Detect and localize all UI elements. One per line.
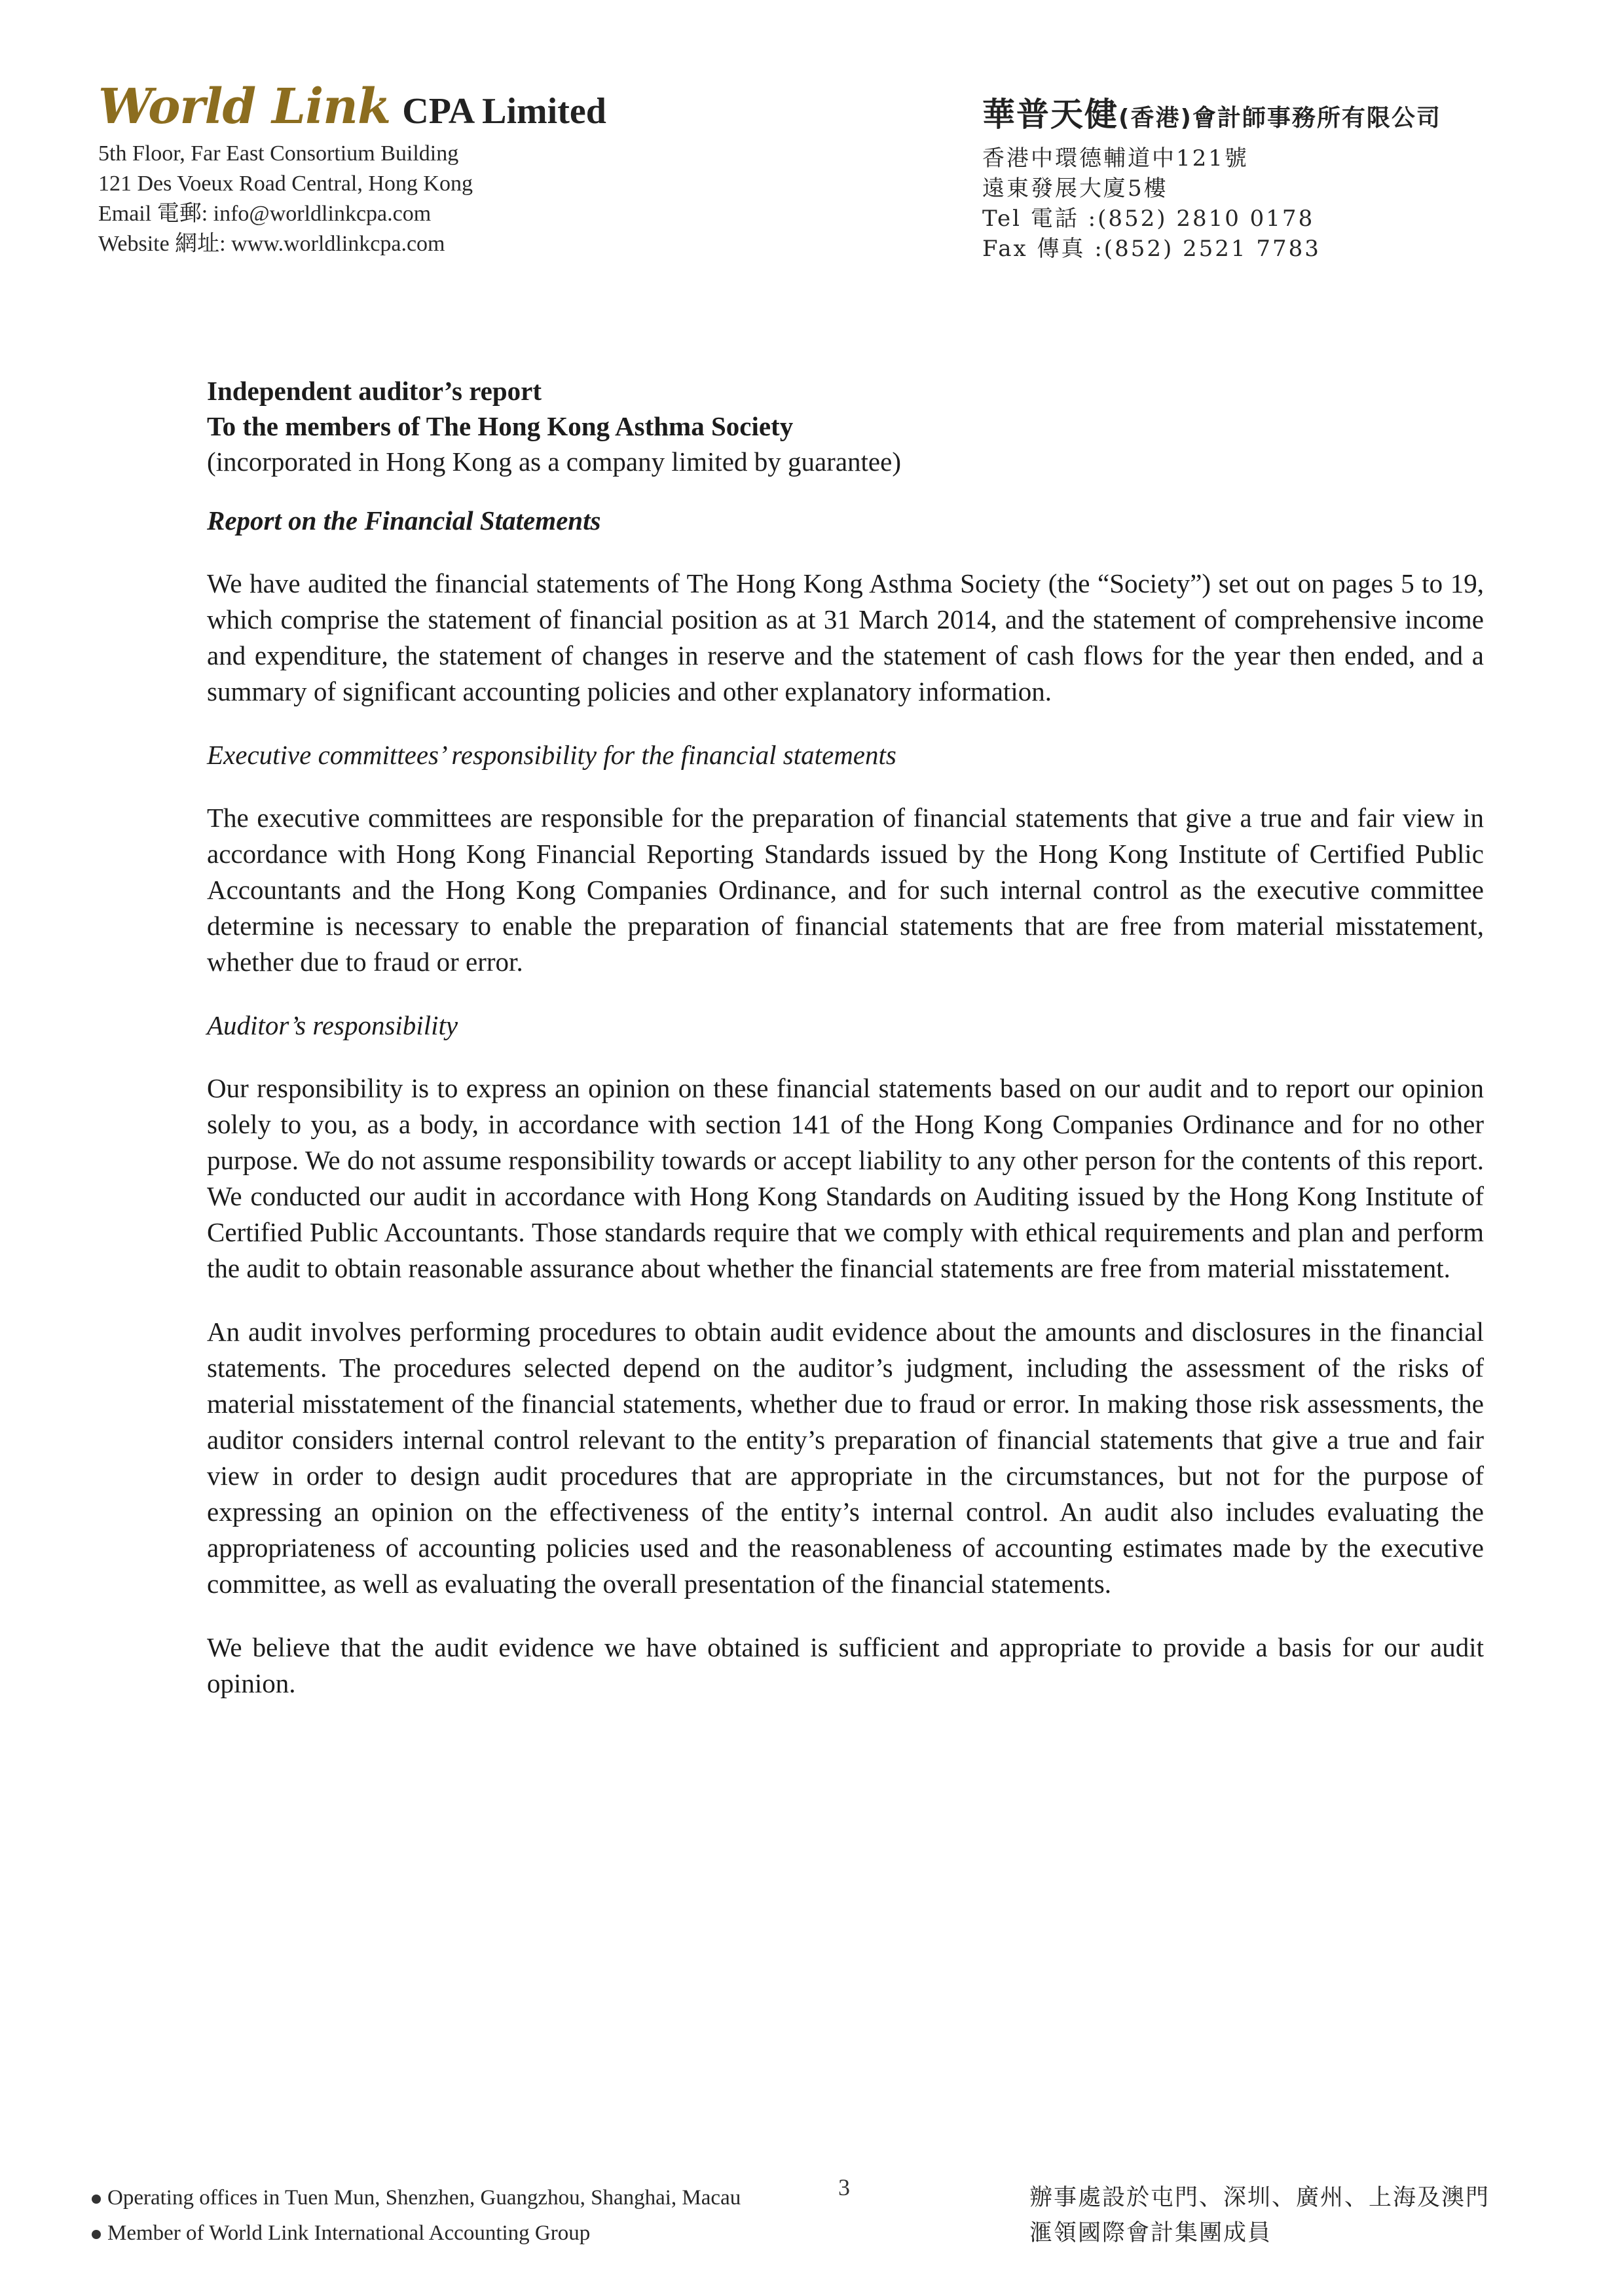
auditor-responsibility-paragraph-1: Our responsibility is to express an opinion on these financial statements based on our audit and to report our opinion solely to you, as a body, in accordance with section 141 of the Hong Kong Companies Ordinance and for no other purpose. We do not assume responsibility towards or accept liability to any other person for the contents of this report. We conducted our audit in accordance with Hong Kong Standards on Auditing issued by the Hong Kong Institute of Certified Public Accountants. Those standards require that we comply with ethical requirements and plan and perform the audit to obtain reasonable assurance about whether the financial statements are free from material misstatement. [207, 1073, 1484, 1283]
address-line: 121 Des Voeux Road Central, Hong Kong [98, 172, 473, 196]
footer-member-chinese: 滙領國際會計集團成員 [1029, 2220, 1272, 2246]
address-cn-line: 遠東發展大廈5樓 [982, 175, 1168, 202]
address-line: 5th Floor, Far East Consortium Building [98, 141, 459, 166]
footer-member-text: Member of World Link International Accounting Group [107, 2221, 591, 2245]
report-incorporation-note: (incorporated in Hong Kong as a company limited by guarantee) [207, 446, 901, 477]
report-addressee: To the members of The Hong Kong Asthma Society [207, 411, 794, 441]
section-heading-executive-responsibility: Executive committees’ responsibility for the financial statements [207, 740, 896, 770]
section-heading-financial-statements: Report on the Financial Statements [207, 505, 601, 536]
firm-logo-line [98, 79, 688, 135]
fax-line: Fax 傳真 :(852) 2521 7783 [982, 236, 1321, 262]
bullet-icon [92, 2230, 101, 2239]
executive-responsibility-paragraph: The executive committees are responsible for the preparation of financial statements that give a true and fair view in accordance with Hong Kong Financial Reporting Standards issued by the Hong Kong Institute of Certified Public Accountants and the Hong Kong Companies Ordinance, and for such internal control as the executive committee determine is necessary to enable the preparation of financial statements that are free from material misstatement, whether due to fraud or error. [207, 803, 1484, 977]
report-title: Independent auditor’s report [207, 376, 542, 406]
footer-left [92, 2180, 877, 2251]
footer-offices-line [92, 2180, 877, 2215]
firm-name-chinese [982, 88, 1572, 136]
firm-address-block [98, 139, 688, 259]
letterhead-right [982, 88, 1572, 264]
footer-offices-chinese: 辦事處設於屯門、深圳、廣州、上海及澳門 [1029, 2185, 1490, 2211]
intro-paragraph: We have audited the financial statements of The Hong Kong Asthma Society (the “Society”) set out on pages 5 to 19, which comprise the statement of financial position as at 31 March 2014, and the statement of comprehensive income and expenditure, the statement of changes in reserve and the statement of cash flows for the year then ended, and a summary of significant accounting policies and other explanatory information. [207, 568, 1484, 706]
website-line: Website 網址: www.worldlinkcpa.com [98, 232, 445, 256]
footer-member-line [92, 2215, 877, 2251]
bullet-icon [92, 2195, 101, 2204]
firm-name-chinese-main: 華普天健 [982, 96, 1118, 134]
address-cn-line: 香港中環德輔道中121號 [982, 145, 1249, 172]
firm-name: CPA Limited [402, 91, 606, 132]
telephone-line: Tel 電話 :(852) 2810 0178 [982, 206, 1315, 232]
firm-address-chinese-block [982, 143, 1572, 264]
firm-logo-script: World Link [98, 79, 391, 135]
auditor-responsibility-paragraph-2: An audit involves performing procedures to obtain audit evidence about the amounts and disclosures in the financial statements. The procedures selected depend on the auditor’s judgment, including the assessment of the risks of material misstatement of the financial statements, whether due to fraud or error. In making those risk assessments, the auditor considers internal control relevant to the entity’s preparation of financial statements that give a true and fair view in order to design audit procedures that are appropriate in the circumstances, but not for the purpose of expressing an opinion on the effectiveness of the entity’s internal control. An audit also includes evaluating the appropriateness of accounting policies used and the reasonableness of accounting estimates made by the executive committee, as well as evaluating the overall presentation of the financial statements. [207, 1317, 1484, 1599]
auditor-responsibility-paragraph-3: We believe that the audit evidence we have obtained is sufficient and appropriate to provide a basis for our audit opinion. [207, 1632, 1484, 1698]
section-heading-auditor-responsibility: Auditor’s responsibility [207, 1010, 458, 1040]
firm-name-chinese-rest: 會計師事務所有限公司 [1192, 105, 1441, 132]
page-number: 3 [838, 2174, 850, 2200]
firm-name-chinese-paren: (香港) [1118, 105, 1192, 132]
report-body [207, 373, 1484, 1702]
footer-offices-text: Operating offices in Tuen Mun, Shenzhen, Guangzhou, Shanghai, Macau [107, 2186, 741, 2210]
footer-right [1029, 2180, 1553, 2251]
email-line: Email 電郵: info@worldlinkcpa.com [98, 202, 432, 226]
letterhead-left [98, 79, 688, 259]
